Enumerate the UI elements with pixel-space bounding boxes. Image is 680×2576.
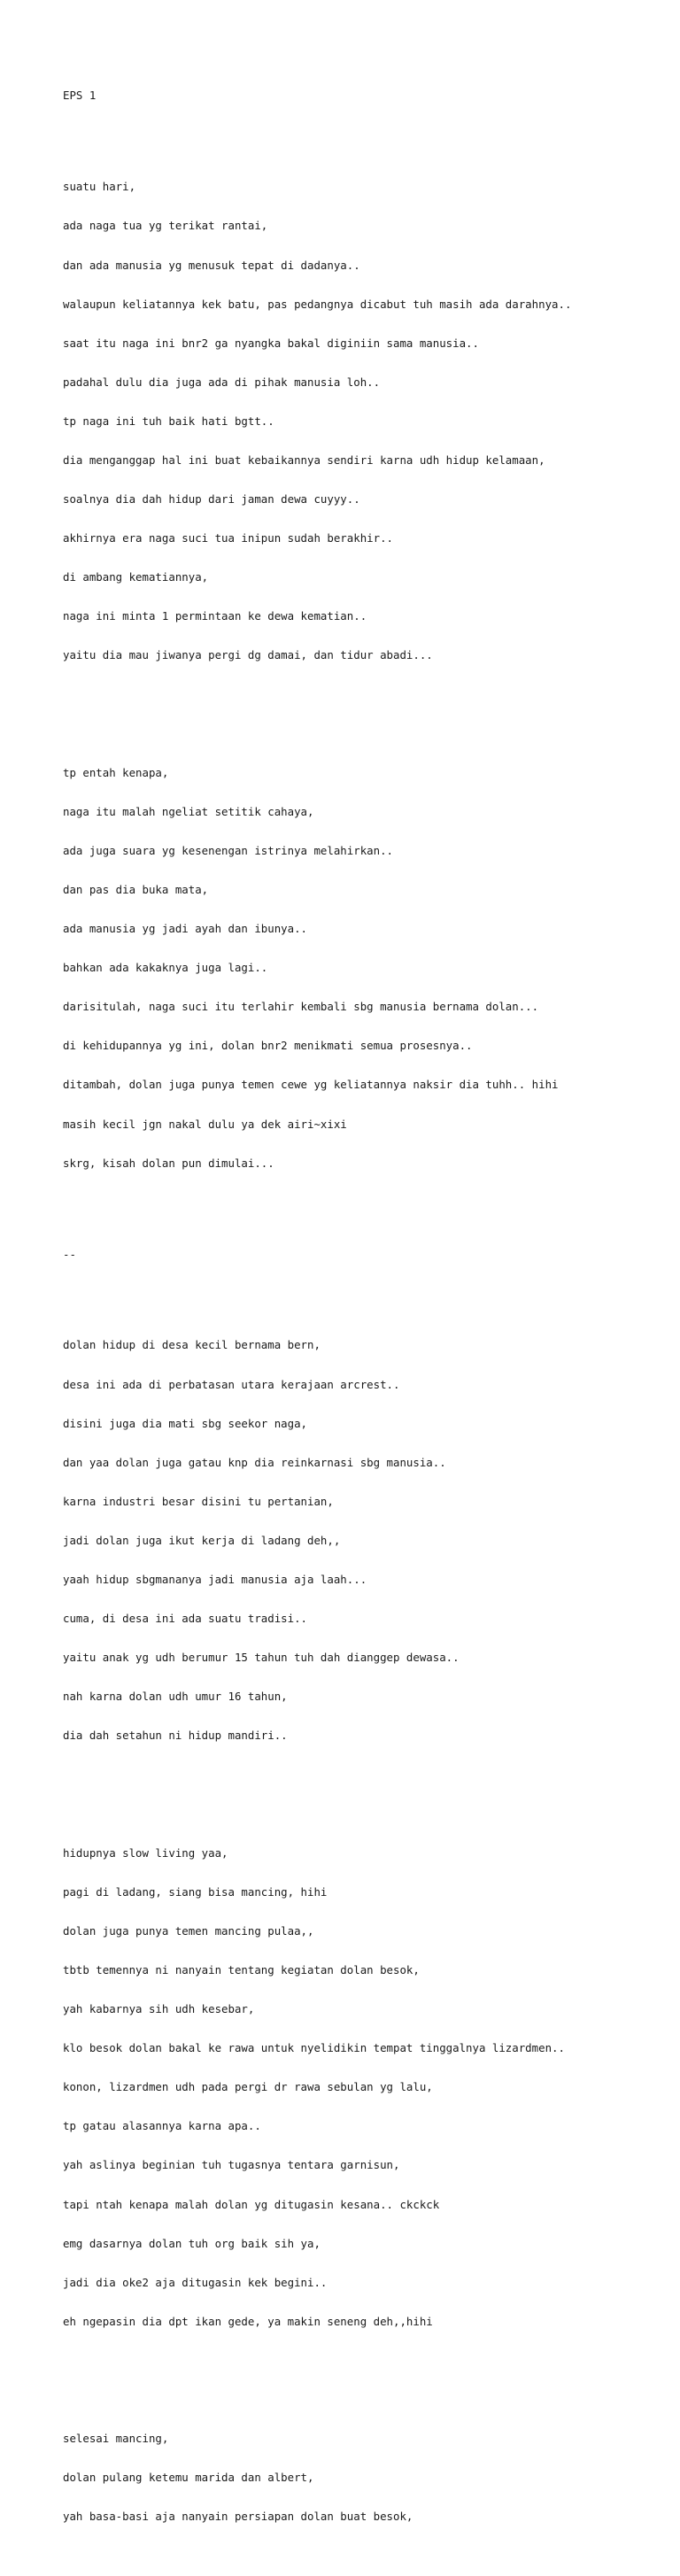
text-line: naga ini minta 1 permintaan ke dewa kematian.. (63, 609, 367, 623)
text-line: naga itu malah ngeliat setitik cahaya, (63, 804, 314, 818)
text-line: skrg, kisah dolan pun dimulai... (63, 1156, 274, 1170)
text-line: yah aslinya beginian tuh tugasnya tentara garnisun, (63, 2158, 400, 2172)
text-line: dan ada manusia yg menusuk tepat di dadanya.. (63, 258, 360, 272)
text-line: emg dasarnya dolan tuh org baik sih ya, (63, 2236, 321, 2250)
text-line: ada juga suara yg kesenengan istrinya melahirkan.. (63, 843, 393, 857)
paragraph-5 (63, 2407, 665, 2550)
text-line: tp naga ini tuh baik hati bgtt.. (63, 414, 274, 428)
text-line: padahal dulu dia juga ada di pihak manusia loh.. (63, 375, 381, 389)
text-line: selesai mancing, (63, 2432, 169, 2446)
text-line: darisitulah, naga suci itu terlahir kembali sbg manusia bernama dolan... (63, 1000, 539, 1014)
text-line: tbtb temennya ni nanyain tentang kegiatan dolan besok, (63, 1962, 420, 1976)
paragraph-4 (63, 1821, 665, 2355)
text-line: tp gatau alasannya karna apa.. (63, 2119, 261, 2133)
text-line: hidupnya slow living yaa, (63, 1845, 228, 1860)
text-line: dia dah setahun ni hidup mandiri.. (63, 1729, 288, 1743)
text-line: di ambang kematiannya, (63, 570, 209, 584)
text-line: jadi dolan juga ikut kerja di ladang deh,, (63, 1533, 341, 1547)
section-separator: -- (63, 1247, 76, 1261)
text-line: yah basa-basi aja nanyain persiapan dolan buat besok, (63, 2510, 413, 2524)
text-line: bahkan ada kakaknya juga lagi.. (63, 961, 268, 975)
paragraph-1 (63, 155, 665, 689)
text-line: dan yaa dolan juga gatau knp dia reinkarnasi sbg manusia.. (63, 1455, 446, 1469)
text-line: yaitu anak yg udh berumur 15 tahun tuh dah dianggep dewasa.. (63, 1651, 460, 1665)
document-body (63, 64, 665, 2576)
episode-heading: EPS 1 (63, 89, 97, 103)
text-line: karna industri besar disini tu pertanian, (63, 1494, 334, 1508)
text-line: eh ngepasin dia dpt ikan gede, ya makin seneng deh,,hihi (63, 2314, 433, 2328)
text-line: jadi dia oke2 aja ditugasin kek begini.. (63, 2275, 328, 2289)
text-line: cuma, di desa ini ada suatu tradisi.. (63, 1612, 308, 1626)
text-line: yaitu dia mau jiwanya pergi dg damai, dan tidur abadi... (63, 648, 433, 662)
text-line: pagi di ladang, siang bisa mancing, hihi (63, 1884, 328, 1899)
text-line: klo besok dolan bakal ke rawa untuk nyelidikin tempat tinggalnya lizardmen.. (63, 2041, 565, 2055)
text-line: tapi ntah kenapa malah dolan yg ditugasin kesana.. ckckck (63, 2197, 440, 2211)
text-line: ada manusia yg jadi ayah dan ibunya.. (63, 922, 308, 936)
text-line: tp entah kenapa, (63, 765, 169, 779)
text-line: yaah hidup sbgmananya jadi manusia aja laah... (63, 1573, 367, 1587)
text-line: dolan juga punya temen mancing pulaa,, (63, 1923, 314, 1938)
text-line: desa ini ada di perbatasan utara kerajaan arcrest.. (63, 1377, 400, 1391)
text-line: saat itu naga ini bnr2 ga nyangka bakal diginiin sama manusia.. (63, 336, 479, 350)
text-line: suatu hari, (63, 180, 136, 194)
text-line: di kehidupannya yg ini, dolan bnr2 menikmati semua prosesnya.. (63, 1039, 473, 1053)
text-line: ada naga tua yg terikat rantai, (63, 219, 268, 233)
paragraph-3 (63, 1313, 665, 1768)
text-line: soalnya dia dah hidup dari jaman dewa cuyyy.. (63, 492, 360, 507)
paragraph-2 (63, 740, 665, 1195)
text-line: yah kabarnya sih udh kesebar, (63, 2002, 255, 2016)
text-line: nah karna dolan udh umur 16 tahun, (63, 1690, 288, 1704)
text-line: konon, lizardmen udh pada pergi dr rawa sebulan yg lalu, (63, 2080, 433, 2094)
text-line: masih kecil jgn nakal dulu ya dek airi~xixi (63, 1117, 347, 1131)
text-line: akhirnya era naga suci tua inipun sudah berakhir.. (63, 531, 393, 545)
text-line: dan pas dia buka mata, (63, 883, 209, 897)
text-line: dia menganggap hal ini buat kebaikannya sendiri karna udh hidup kelamaan, (63, 453, 545, 467)
text-line: ditambah, dolan juga punya temen cewe yg keliatannya naksir dia tuhh.. hihi (63, 1078, 559, 1092)
text-line: dolan pulang ketemu marida dan albert, (63, 2471, 314, 2485)
text-line: disini juga dia mati sbg seekor naga, (63, 1416, 308, 1430)
text-line: dolan hidup di desa kecil bernama bern, (63, 1338, 321, 1352)
text-line: walaupun keliatannya kek batu, pas pedangnya dicabut tuh masih ada darahnya.. (63, 297, 572, 311)
